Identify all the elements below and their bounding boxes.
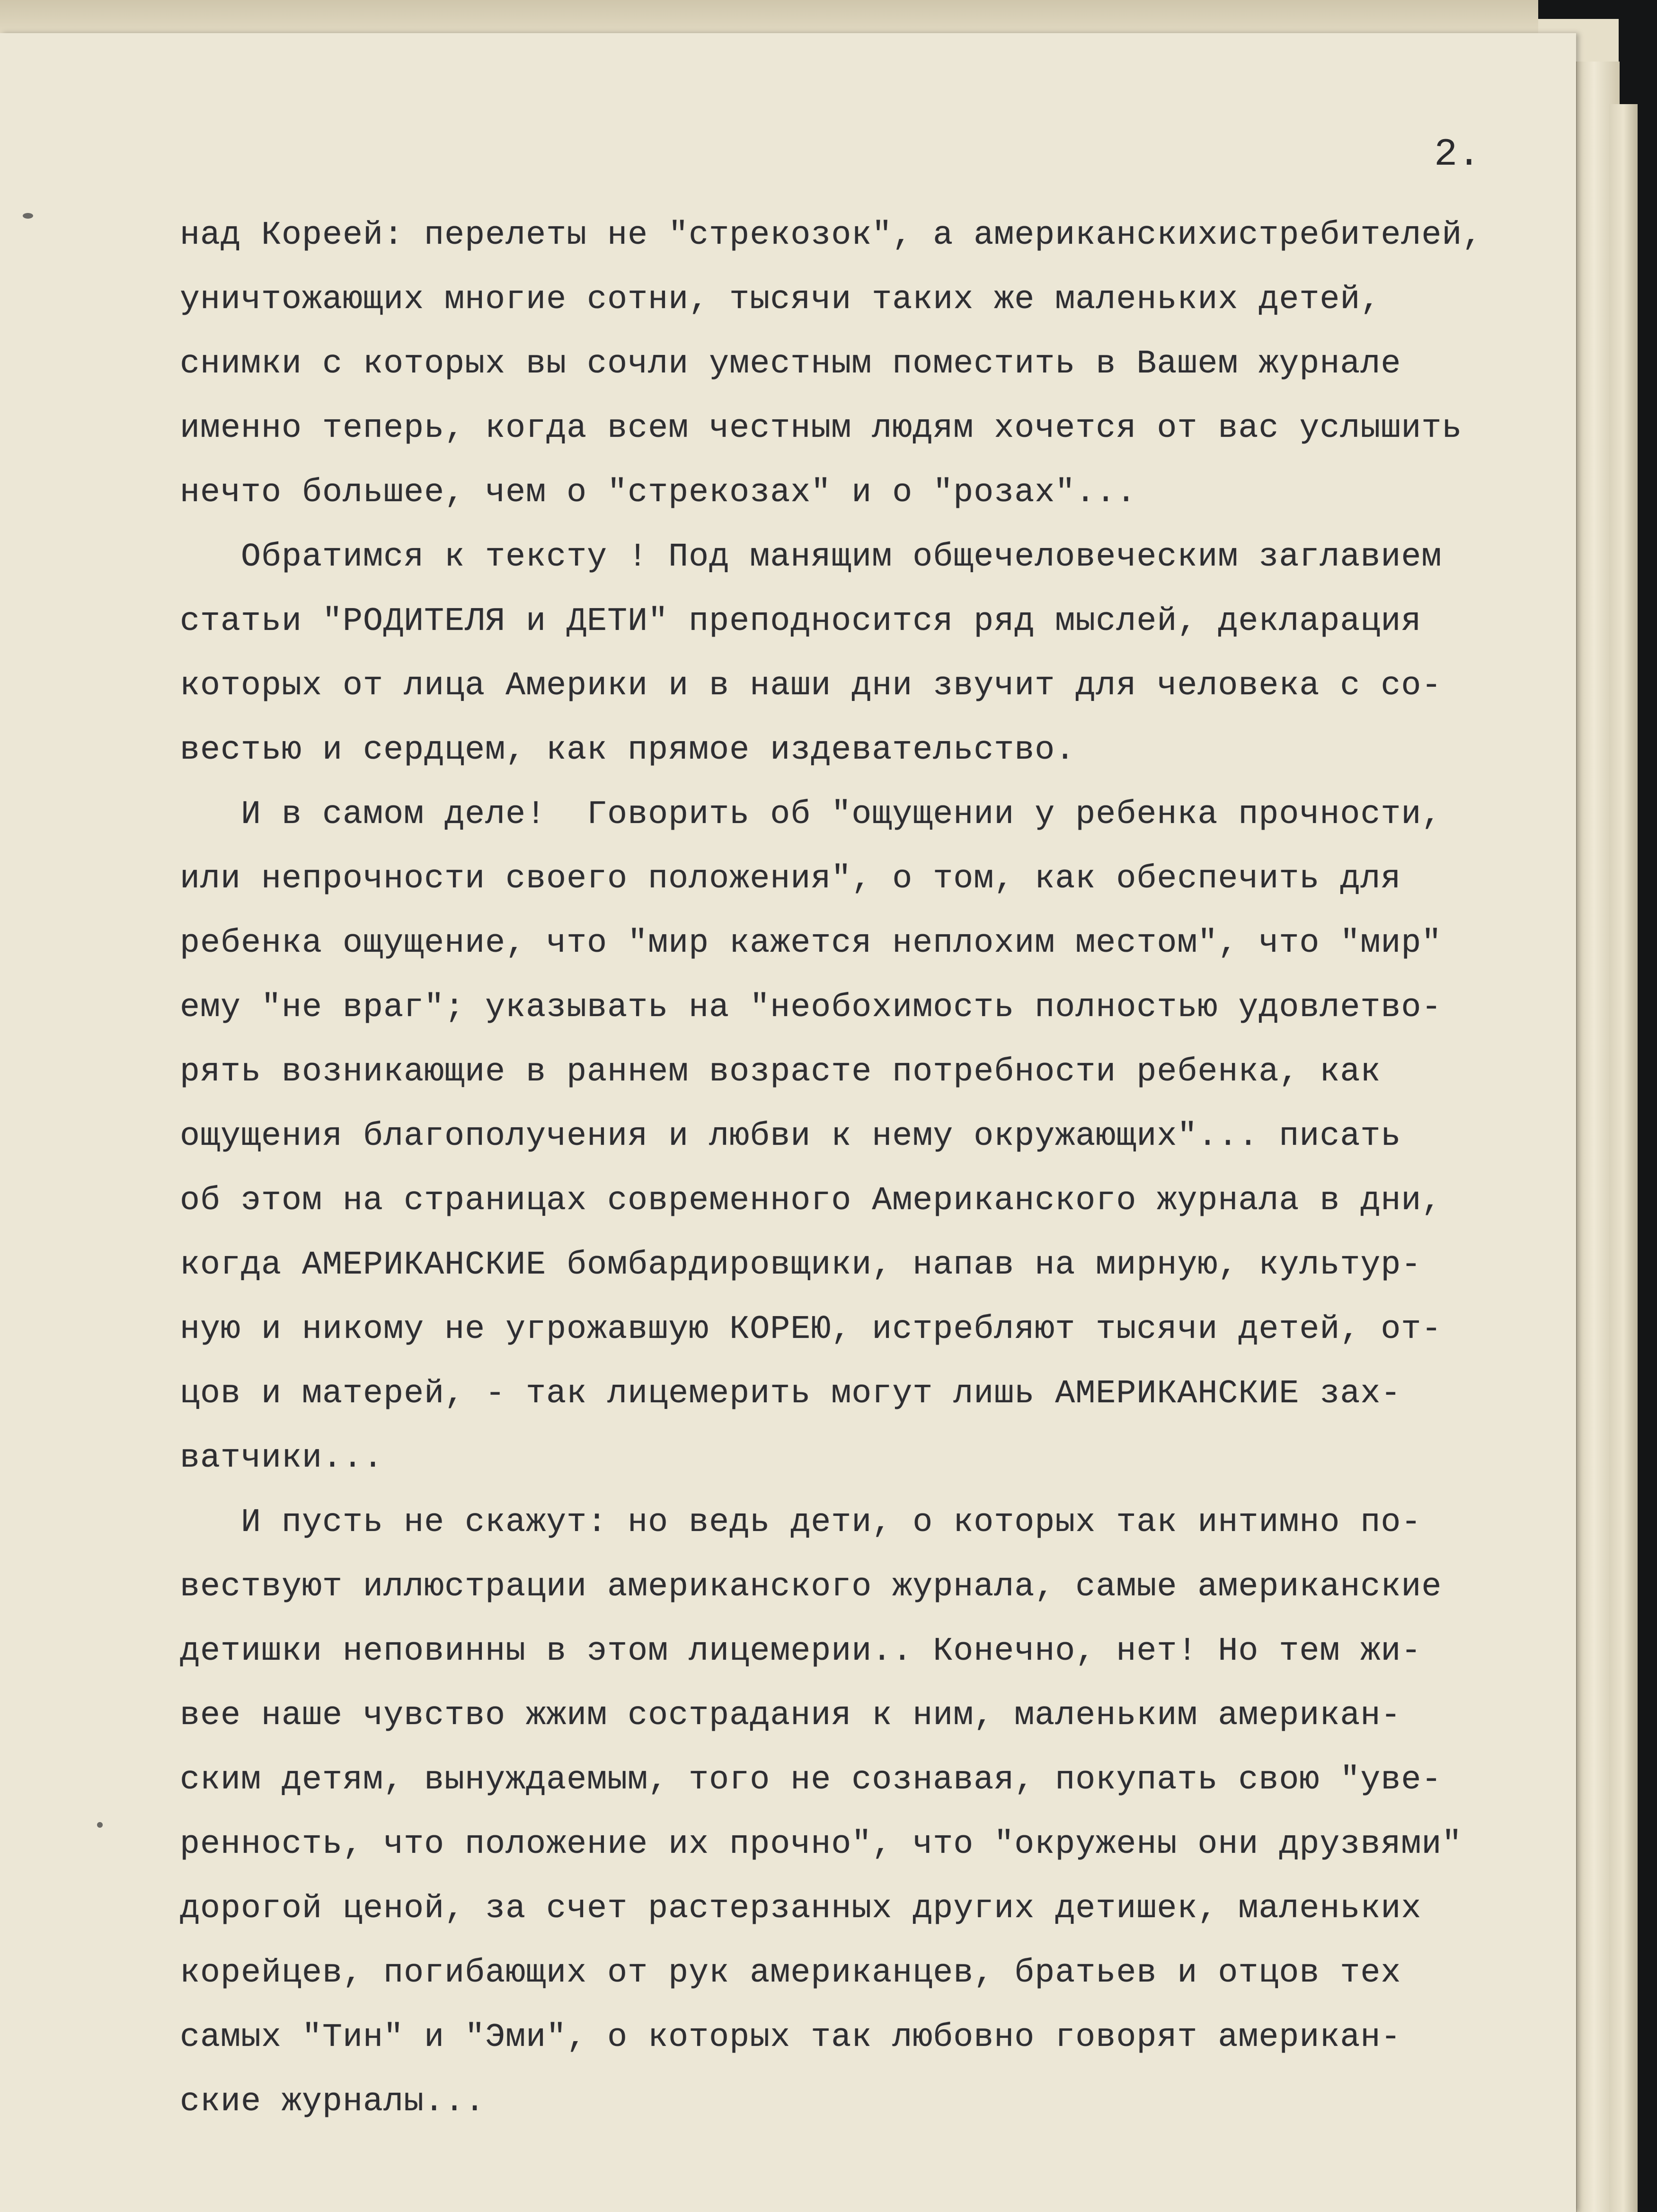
text-line: нечто большее, чем о "стрекозах" и о "розах"... xyxy=(180,474,1137,512)
text-line: рять возникающие в раннем возрасте потребности ребенка, как xyxy=(180,1053,1381,1091)
text-line: Обратимся к тексту ! Под манящим общечеловеческим заглавием xyxy=(180,539,1442,576)
text-line: ским детям, вынуждаемым, того не сознавая, покупать свою "уве- xyxy=(180,1761,1442,1799)
stacked-page-edge-outer xyxy=(1609,104,1638,2212)
text-line: которых от лица Америки и в наши дни звучит для человека с со- xyxy=(180,667,1442,705)
text-line: самых "Тин" и "Эми", о которых так любовно говорят американ- xyxy=(180,2019,1401,2056)
text-line: И пусть не скажут: но ведь дети, о которых так интимно по- xyxy=(180,1504,1422,1541)
text-line: ренность, что положение их прочно", что "окружены они друзвями" xyxy=(180,1826,1462,1863)
text-line: И в самом деле! Говорить об "ощущении у ребенка прочности, xyxy=(180,796,1442,833)
text-line: когда АМЕРИКАНСКИЕ бомбардировщики, напав на мирную, культур- xyxy=(180,1247,1422,1284)
text-line: снимки с которых вы сочли уместным поместить в Вашем журнале xyxy=(180,345,1401,383)
text-line: уничтожающих многие сотни, тысячи таких же маленьких детей, xyxy=(180,281,1381,319)
text-line: над Кореей: перелеты не "стрекозок", а американскихистребителей, xyxy=(180,217,1483,254)
text-line: ему "не враг"; указывать на "необохимость полностью удовлетво- xyxy=(180,989,1442,1026)
text-line: цов и матерей, - так лицемерить могут лишь АМЕРИКАНСКИЕ зах- xyxy=(180,1375,1401,1413)
text-line: или непрочности своего положения", о том, как обеспечить для xyxy=(180,860,1401,898)
body-text xyxy=(180,204,1562,2134)
text-line: корейцев, погибающих от рук американцев, братьев и отцов тех xyxy=(180,1955,1401,1992)
paper-speck xyxy=(97,1822,103,1828)
paper-speck xyxy=(23,213,33,219)
text-line: ватчики... xyxy=(180,1440,384,1477)
text-line: именно теперь, когда всем честным людям хочется от вас услышить xyxy=(180,410,1462,447)
text-line: об этом на страницах современного Американского журнала в дни, xyxy=(180,1182,1442,1220)
text-line: детишки неповинны в этом лицемерии.. Конечно, нет! Но тем жи- xyxy=(180,1633,1422,1670)
text-line: ребенка ощущение, что "мир кажется неплохим местом", что "мир" xyxy=(180,925,1442,962)
text-line: ощущения благополучения и любви к нему окружающих"... писать xyxy=(180,1118,1401,1155)
text-line: ские журналы... xyxy=(180,2083,486,2121)
text-line: ную и никому не угрожавшую КОРЕЮ, истребляют тысячи детей, от- xyxy=(180,1311,1442,1348)
page-number: 2. xyxy=(1434,133,1481,177)
text-line: вестью и сердцем, как прямое издевательство. xyxy=(180,732,1076,769)
text-line: статьи "РОДИТЕЛЯ и ДЕТИ" преподносится ряд мыслей, декларация xyxy=(180,603,1422,640)
text-line: вествуют иллюстрации американского журнала, самые американские xyxy=(180,1568,1442,1606)
top-sheet-edge xyxy=(0,0,1538,38)
text-line: дорогой ценой, за счет растерзанных других детишек, маленьких xyxy=(180,1890,1422,1928)
text-line: вее наше чувство жжим сострадания к ним, маленьким американ- xyxy=(180,1697,1401,1734)
